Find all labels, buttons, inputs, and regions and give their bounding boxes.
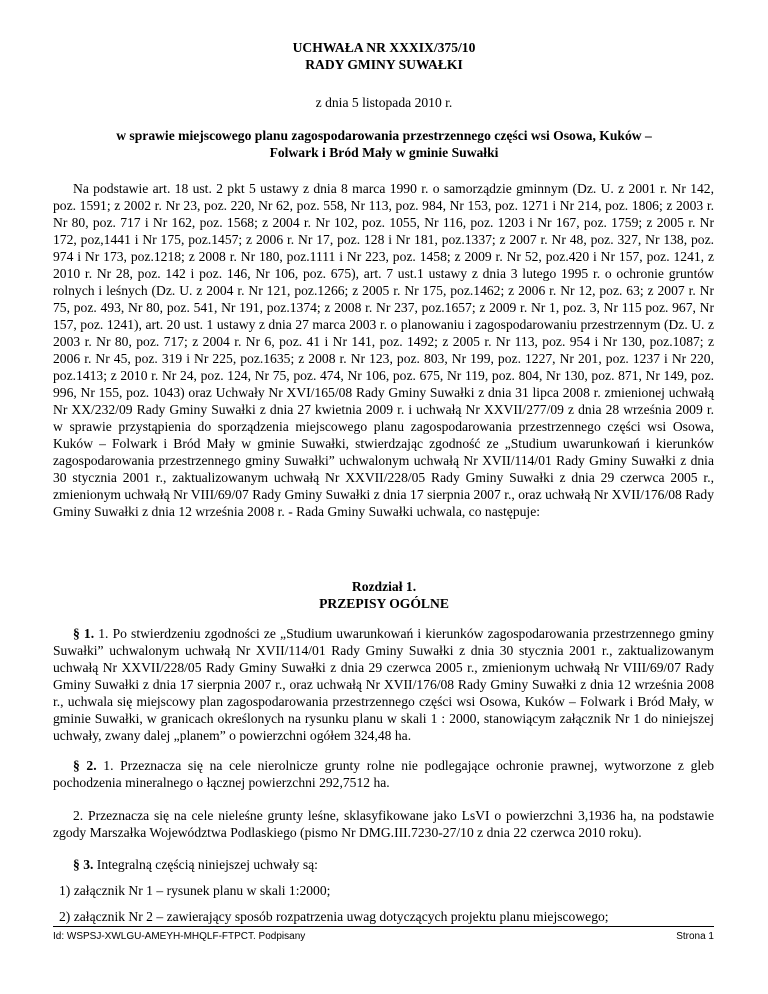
resolution-date: z dnia 5 listopada 2010 r. [315,95,453,110]
section-2-point-2: 2. Przeznacza się na cele nieleśne grunty leśne, sklasyfikowane jako LsVI o powierzchni 3,1936 ha, na podstawie zgody Marszałka Województwa Podlaskiego (pismo Nr DMG.III.7230-27/10 z dnia 22 czerwca 2010 roku). [53,808,714,840]
chapter-number: Rozdział 1. [351,579,417,594]
preamble-paragraph: Na podstawie art. 18 ust. 2 pkt 5 ustawy z dnia 8 marca 1990 r. o samorządzie gminnym (Dz. U. z 2001 r. Nr 142, poz. 1591; z 2002 r. Nr 23, poz. 220, Nr 62, poz. 558, Nr 113, poz. 984, Nr 153, poz. 1271 i Nr 214, poz. 1806; z 2003 r. Nr 80, poz. 717 i Nr 162, poz. 1568; z 2004 r. Nr 102, poz. 1055, Nr 116, poz. 1203 i Nr 167, poz. 1759; z 2005 r. Nr 172, poz,1441 i Nr 175, poz.1457; z 2006 r. Nr 17, poz. 128 i Nr 181, poz.1337; z 2007 r. Nr 48, poz. 327, Nr 138, poz. 974 i Nr 173, poz.1218; z 2008 r. Nr 180, poz.1111 i Nr 223, poz. 1458; z 2009 r. Nr 52, poz.420 i Nr 157, poz. 1241, z 2010 r. Nr 28, poz. 142 i poz. 146, Nr 106, poz. 675), art. 7 ust.1 ustawy z dnia 3 lutego 1995 r. o ochronie gruntów rolnych i leśnych (Dz. U. z 2004 r. Nr 121, poz.1266; z 2005 r. Nr 175, poz.1462; z 2006 r. Nr 12, poz. 63; z 2007 r. Nr 75, poz. 493, Nr 80, poz. 541, Nr 191, poz.1374; z 2008 r. Nr 237, poz.1657; z 2009 r. Nr 1, poz. 3, Nr 115 poz. 967, Nr 157, poz. 1241), art. 20 ust. 1 ustawy z dnia 27 marca 2003 r. o planowaniu i zagospodarowaniu przestrzennym (Dz. U. z 2003 r. Nr 80, poz. 717; z 2004 r. Nr 6, poz. 41 i Nr 141, poz. 1492; z 2005 r. Nr 113, poz. 954 i Nr 130, poz.1087; z 2006 r. Nr 45, poz. 319 i Nr 225, poz.1635; z 2008 r. Nr 123, poz. 803, Nr 199, poz. 1227, Nr 201, poz. 1237 i Nr 220, poz.1413; z 2010 r. Nr 24, poz. 124, Nr 75, poz. 474, Nr 106, poz. 675, Nr 119, poz. 804, Nr 130, poz. 871, Nr 149, poz. 996, Nr 155, poz. 1043) oraz Uchwały Nr XVI/165/08 Rady Gminy Suwałki z dnia 31 lipca 2008 r. zmienionej uchwałą Nr XX/232/09 Rady Gminy Suwałki z dnia 27 kwietnia 2009 r. i uchwałą Nr XXVII/277/09 z dnia 28 września 2009 r. w sprawie przystąpienia do sporządzenia miejscowego planu zagospodarowania przestrzennego części wsi Osowa, Kuków – Folwark i Bród Mały w gminie Suwałki, stwierdzając zgodność ze „Studium uwarunkowań i kierunków zagospodarowania przestrzennego gminy Suwałki” uchwalonym uchwałą Nr XVII/114/01 Rady Gminy Suwałki z dnia 30 stycznia 2001 r., zaktualizowanym uchwałą Nr XXVII/228/05 Rady Gminy Suwałki z dnia 29 czerwca 2005 r., zmienionym uchwałą Nr VIII/69/07 Rady Gminy Suwałki z dnia 17 sierpnia 2007 r., oraz uchwałą Nr XVII/176/08 Rady Gminy Suwałki z dnia 12 września 2008 r. - Rada Gminy Suwałki uchwala, co następuje: [53,181,714,519]
resolution-number: UCHWAŁA NR XXXIX/375/10 [292,40,476,55]
section-1-text: 1. Po stwierdzeniu zgodności ze „Studium uwarunkowań i kierunków zagospodarowania przestrzennego gminy Suwałki” uchwalonym uchwałą Nr XVII/114/01 Rady Gminy Suwałki z dnia 30 stycznia 2001 r., zaktualizowanym uchwałą Nr XXVII/228/05 Rady Gminy Suwałki z dnia 29 czerwca 2005 r., zmienionym uchwałą Nr VIII/69/07 Rady Gminy Suwałki z dnia 17 sierpnia 2007 r., oraz uchwałą Nr XVII/176/08 Rady Gminy Suwałki z dnia 12 września 2008 r., uchwala się miejscowy plan zagospodarowania przestrzennego części wsi Osowa, Kuków – Folwark i Bród Mały, w gminie Suwałki, w granicach określonych na rysunku planu w skali 1 : 2000, stanowiącym załącznik Nr 1 do niniejszej uchwały, zwany dalej „planem” o powierzchni ogółem 324,48 ha. [53,626,715,743]
section-3-paragraph [53,856,714,873]
footer-divider [53,926,714,927]
section-2-text: 1. Przeznacza się na cele nierolnicze grunty rolne nie podlegające ochronie prawnej, wytworzone z gleb pochodzenia mineralnego o łącznej powierzchni 292,7512 ha. [53,758,715,790]
resolution-subject: w sprawie miejscowego planu zagospodarowania przestrzennego części wsi Osowa, Kuków – Folwark i Bród Mały w gminie Suwałki [116,128,652,160]
page-number: Strona 1 [676,931,714,942]
section-3-text: Integralną częścią niniejszej uchwały są: [93,857,318,872]
document-id: Id: WSPSJ-XWLGU-AMEYH-MHQLF-FTPCT. Podpisany [53,931,306,942]
section-3-label: § 3. [73,857,94,872]
list-item: 1) załącznik Nr 1 – rysunek planu w skali 1:2000; [59,883,331,898]
section-1-paragraph [53,625,714,744]
chapter-title: PRZEPISY OGÓLNE [319,596,449,611]
council-name: RADY GMINY SUWAŁKI [305,57,463,72]
list-item: 2) załącznik Nr 2 – zawierający sposób rozpatrzenia uwag dotyczących projektu planu miejscowego; [59,909,609,924]
section-2-label: § 2. [73,758,97,773]
section-1-label: § 1. [73,626,95,641]
section-2-paragraph [53,757,714,791]
